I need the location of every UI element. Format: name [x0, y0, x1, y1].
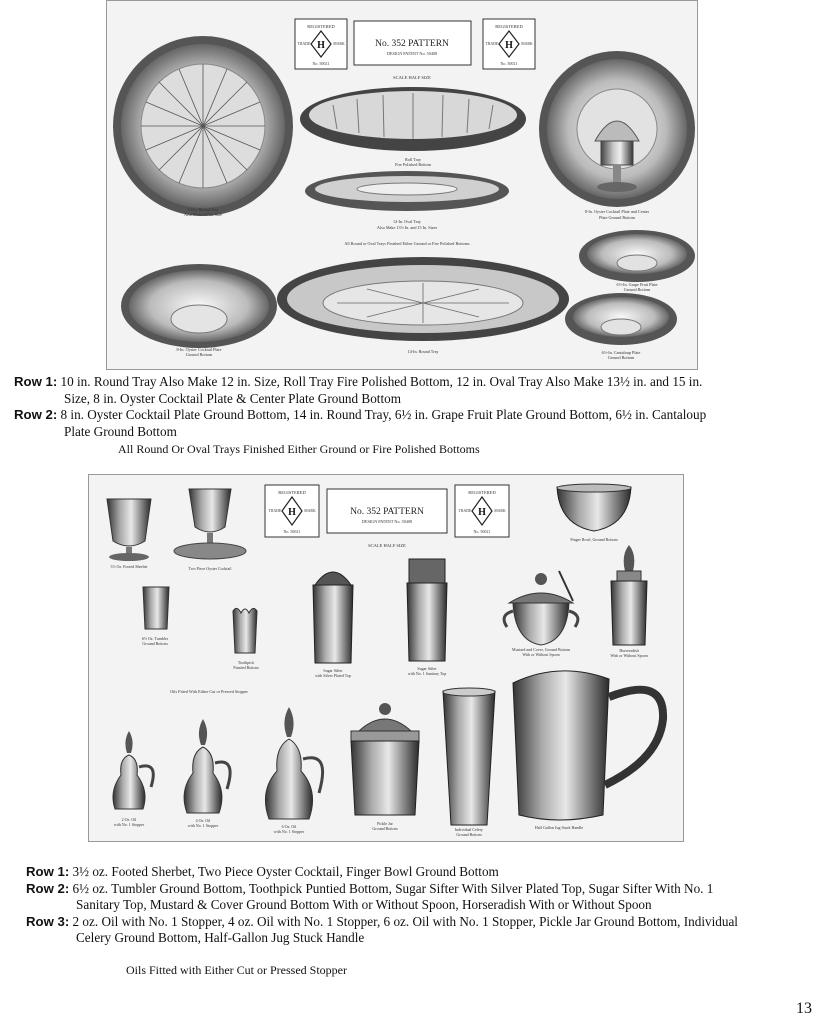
svg-text:Sugar Sifter: Sugar Sifter: [417, 666, 437, 671]
svg-text:H: H: [505, 40, 513, 51]
svg-text:with No. 1 Stopper: with No. 1 Stopper: [187, 823, 219, 828]
svg-text:TRADE: TRADE: [297, 42, 311, 46]
horseradish-image: [611, 545, 647, 645]
svg-text:No. 352 PATTERN: No. 352 PATTERN: [375, 39, 449, 49]
svg-text:6½-In. Grape Fruit Plate: 6½-In. Grape Fruit Plate: [616, 282, 658, 287]
svg-text:TRADE: TRADE: [268, 509, 282, 513]
svg-text:Horseradish: Horseradish: [619, 648, 639, 653]
svg-text:Also Make 13½ In. and 15 In. S: Also Make 13½ In. and 15 In. Sizes: [376, 225, 438, 230]
svg-text:10-In. Round Tray: 10-In. Round Tray: [187, 207, 219, 212]
svg-text:Ground Bottom: Ground Bottom: [456, 832, 482, 837]
grape-fruit-plate-image: [579, 230, 695, 282]
svg-text:8-In. Oyster Cocktail Plate: 8-In. Oyster Cocktail Plate: [176, 347, 222, 352]
svg-text:H: H: [478, 507, 486, 518]
tableware-illustration: [89, 475, 683, 841]
svg-text:No. 50021: No. 50021: [283, 529, 301, 534]
svg-text:8-In. Oyster Cocktail Plate an: 8-In. Oyster Cocktail Plate and Center: [584, 209, 650, 214]
svg-text:MARK: MARK: [304, 509, 316, 513]
trademark-right-2: [455, 485, 509, 537]
toothpick-image: [233, 608, 257, 653]
pattern-title-box-2: [327, 489, 447, 533]
svg-text:4 Oz. Oil: 4 Oz. Oil: [195, 818, 211, 823]
svg-text:Half Gallon Jug Stuck Handle: Half Gallon Jug Stuck Handle: [534, 825, 584, 830]
oval-tray-12-image: [305, 171, 509, 211]
trademark-left-2: [265, 485, 319, 537]
svg-text:TRADE: TRADE: [485, 42, 499, 46]
svg-text:Two Piece Oyster Cocktail: Two Piece Oyster Cocktail: [188, 566, 232, 571]
finger-bowl-image: [557, 484, 631, 531]
caption2-row2: Row 2: 6½ oz. Tumbler Ground Bottom, Toothpick Puntied Bottom, Sugar Sifter With Silver Plated Top, Sugar Sifter With No. 1: [26, 880, 714, 896]
svg-text:H: H: [317, 40, 325, 51]
svg-text:Puntied Bottom: Puntied Bottom: [233, 665, 259, 670]
mustard-and-cover-image: [504, 571, 578, 645]
svg-text:with No. 1 Stopper: with No. 1 Stopper: [113, 822, 145, 827]
svg-text:MARK: MARK: [333, 42, 345, 46]
oil-6oz-image: [265, 707, 322, 819]
trademark-left: [295, 19, 347, 69]
svg-text:No. 50021: No. 50021: [312, 61, 330, 66]
svg-text:MARK: MARK: [494, 509, 506, 513]
svg-text:Ground Bottom: Ground Bottom: [142, 641, 168, 646]
half-gallon-jug-image: [513, 671, 663, 820]
caption1-note: All Round Or Oval Trays Finished Either Ground or Fire Polished Bottoms: [118, 442, 480, 456]
svg-text:Also Make 12-In. Size: Also Make 12-In. Size: [184, 212, 222, 217]
svg-text:with No. 1 Stopper: with No. 1 Stopper: [273, 829, 305, 834]
svg-text:No. 50021: No. 50021: [500, 61, 518, 66]
trays-illustration: [107, 1, 697, 369]
svg-text:Ground Bottom: Ground Bottom: [623, 287, 651, 292]
round-tray-14-image: [277, 257, 569, 341]
svg-text:Ground Bottom: Ground Bottom: [185, 352, 213, 357]
svg-text:No. 50021: No. 50021: [473, 529, 491, 534]
svg-text:12-In. Oval Tray: 12-In. Oval Tray: [392, 219, 422, 224]
svg-text:REGISTERED: REGISTERED: [495, 24, 523, 29]
caption1-row1: Row 1: 10 in. Round Tray Also Make 12 in. Size, Roll Tray Fire Polished Bottom, 12 in. Oval Tray Also Make 13½ in. and 15 in.: [14, 374, 703, 389]
svg-text:With or Without Spoon: With or Without Spoon: [522, 652, 560, 657]
svg-text:DESIGN PATENT No. 50408: DESIGN PATENT No. 50408: [386, 51, 438, 56]
caption-plate2: Row 1: 3½ oz. Footed Sherbet, Two Piece Oyster Cocktail, Finger Bowl Ground Bottom Row 2: 6½ oz. Tumbler Ground Bottom, Toothpick Puntied Bottom, Sugar Sifter With Silver Plated Top, Sugar Sifter With No. 1 Sanitary Top, Mustard & Cover Ground Bottom With or Without Spoon, Horseradish With or Without Spoon Row 3: 2 oz. Oil with No. 1 Stopper, 4 oz. Oil with No. 1 Stopper, 6 oz. Oil with No. 1 Stopper, Pickle Jar Ground Bottom, Individual Celery Ground Bottom, Half-Gallon Jug Stuck Handle: [26, 864, 816, 947]
svg-text:Individual Celery: Individual Celery: [454, 827, 484, 832]
svg-text:Toothpick: Toothpick: [237, 660, 255, 665]
cantaloup-plate-image: [565, 293, 677, 345]
svg-text:Ground Bottom: Ground Bottom: [372, 826, 398, 831]
svg-text:Oils Fitted With Either Cut or: Oils Fitted With Either Cut or Pressed Stopper: [170, 689, 248, 694]
svg-text:REGISTERED: REGISTERED: [468, 490, 496, 495]
roll-tray-image: [300, 87, 526, 151]
svg-text:MARK: MARK: [521, 42, 533, 46]
oil-4oz-image: [184, 719, 230, 813]
svg-text:With or Without Spoon: With or Without Spoon: [610, 653, 648, 658]
catalog-plate-tableware: [88, 474, 684, 842]
svg-text:Sugar Sifter: Sugar Sifter: [323, 668, 343, 673]
scale-label: SCALE HALF SIZE: [393, 75, 431, 80]
individual-celery-image: [443, 688, 495, 825]
footed-sherbet-image: [107, 499, 151, 561]
svg-text:with No. 1 Sanitary Top: with No. 1 Sanitary Top: [407, 671, 447, 676]
caption-plate1: Row 1: 10 in. Round Tray Also Make 12 in. Size, Roll Tray Fire Polished Bottom, 12 in. Oval Tray Also Make 13½ in. and 15 in. Size, 8 in. Oyster Cocktail Plate & Center Plate Ground Bottom Row 2: 8 in. Oyster Cocktail Plate Ground Bottom, 14 in. Round Tray, 6½ in. Grape Fruit Plate Ground Bottom, 6½ in. Cantaloup Plate Ground Bottom: [14, 374, 814, 440]
svg-text:REGISTERED: REGISTERED: [307, 24, 335, 29]
svg-text:H: H: [288, 507, 296, 518]
caption2-row1: Row 1: 3½ oz. Footed Sherbet, Two Piece Oyster Cocktail, Finger Bowl Ground Bottom: [26, 864, 499, 879]
round-tray-10-image: [113, 36, 293, 216]
caption2-row3: Row 3: 2 oz. Oil with No. 1 Stopper, 4 oz. Oil with No. 1 Stopper, 6 oz. Oil with No. 1 Stopper, Pickle Jar Ground Bottom, Individual: [26, 913, 738, 929]
svg-text:SCALE HALF SIZE: SCALE HALF SIZE: [368, 543, 406, 548]
svg-text:6½ Oz. Tumbler: 6½ Oz. Tumbler: [141, 636, 169, 641]
plate1-trays-note: All Round or Oval Trays Finished Either Ground or Fire Polished Bottoms: [344, 241, 470, 246]
svg-text:No. 352 PATTERN: No. 352 PATTERN: [350, 507, 424, 517]
caption1-row2: Row 2: 8 in. Oyster Cocktail Plate Ground Bottom, 14 in. Round Tray, 6½ in. Grape Fruit Plate Ground Bottom, 6½ in. Cantaloup: [14, 407, 707, 422]
svg-text:with Silver Plated Top: with Silver Plated Top: [315, 673, 351, 678]
svg-text:Plate Ground Bottom: Plate Ground Bottom: [599, 215, 635, 220]
svg-text:Mustard and Cover, Ground Bott: Mustard and Cover, Ground Bottom: [512, 647, 570, 652]
page-number: 13: [796, 1000, 812, 1017]
oil-2oz-image: [113, 731, 153, 809]
tumbler-image: [143, 587, 169, 629]
svg-text:Roll Tray: Roll Tray: [405, 157, 421, 162]
svg-text:Fire Polished Bottom: Fire Polished Bottom: [395, 162, 431, 167]
svg-text:Pickle Jar: Pickle Jar: [377, 821, 393, 826]
pattern-title-box: [354, 21, 471, 65]
two-piece-oyster-cocktail-image: [174, 489, 246, 559]
caption2-note: Oils Fitted with Either Cut or Pressed Stopper: [126, 963, 347, 977]
svg-text:2 Oz. Oil: 2 Oz. Oil: [121, 817, 137, 822]
svg-text:14-In. Round Tray: 14-In. Round Tray: [407, 349, 439, 354]
svg-text:3½ Oz. Footed Sherbet: 3½ Oz. Footed Sherbet: [110, 564, 148, 569]
svg-text:DESIGN PATENT No. 50408: DESIGN PATENT No. 50408: [361, 519, 413, 524]
pickle-jar-image: [351, 703, 419, 815]
svg-text:6½-In. Cantaloup Plate: 6½-In. Cantaloup Plate: [601, 350, 641, 355]
sugar-sifter-silver-top-image: [313, 572, 353, 663]
svg-text:REGISTERED: REGISTERED: [278, 490, 306, 495]
svg-text:Finger Bowl, Ground Bottom: Finger Bowl, Ground Bottom: [570, 537, 618, 542]
svg-text:6 Oz. Oil: 6 Oz. Oil: [281, 824, 297, 829]
oyster-cocktail-plate-8-image: [121, 264, 277, 348]
sugar-sifter-sanitary-top-image: [407, 559, 447, 661]
trademark-right: [483, 19, 535, 69]
catalog-plate-trays: [106, 0, 698, 370]
svg-text:Ground Bottom: Ground Bottom: [607, 355, 635, 360]
svg-text:TRADE: TRADE: [458, 509, 472, 513]
oyster-cocktail-plate-center-image: [539, 51, 695, 207]
